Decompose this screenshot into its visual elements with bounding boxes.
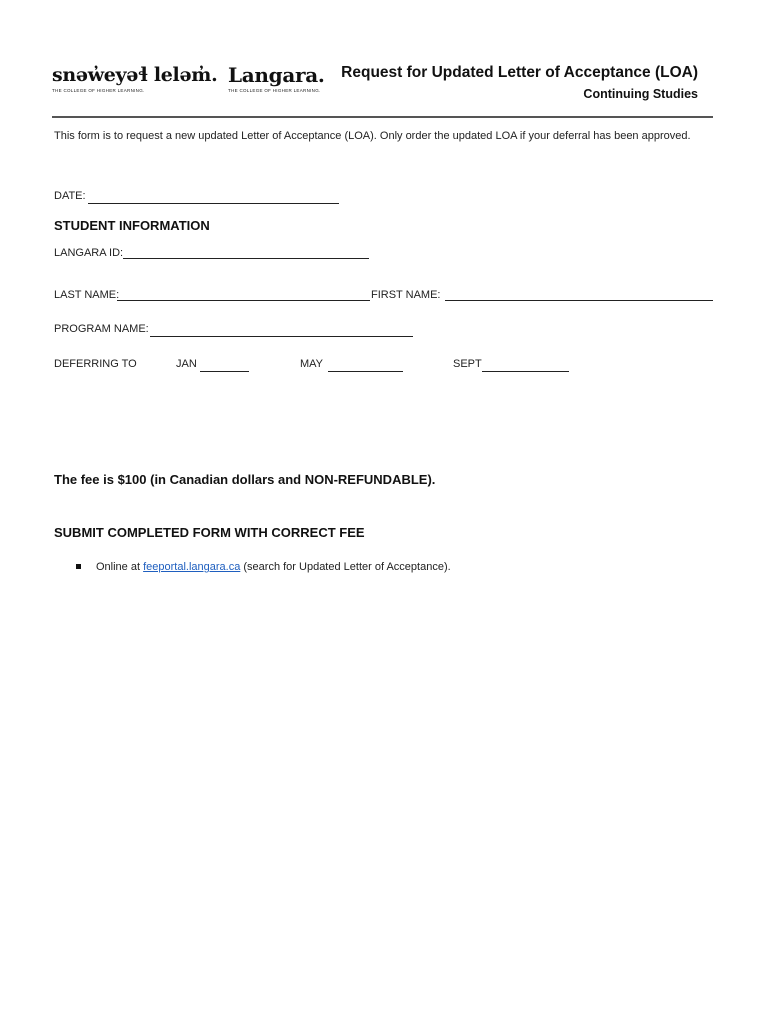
date-field[interactable] <box>88 203 339 204</box>
langara-id-field[interactable] <box>123 258 369 259</box>
feeportal-link[interactable]: feeportal.langara.ca <box>143 561 241 573</box>
square-bullet-icon <box>76 564 81 569</box>
last-name-field[interactable] <box>117 300 370 301</box>
date-label: DATE: <box>54 190 86 202</box>
form-title: Request for Updated Letter of Acceptance (LOA) <box>341 64 698 81</box>
submit-bullet-item <box>76 561 451 573</box>
submit-heading: SUBMIT COMPLETED FORM WITH CORRECT FEE <box>54 525 365 540</box>
program-name-label: PROGRAM NAME: <box>54 323 149 335</box>
sept-field[interactable] <box>482 371 569 372</box>
logo-secondary-tagline: THE COLLEGE OF HIGHER LEARNING. <box>228 88 321 93</box>
may-field[interactable] <box>328 371 403 372</box>
may-label: MAY <box>300 358 324 370</box>
last-name-label: LAST NAME: <box>54 289 120 301</box>
jan-label: JAN <box>176 358 197 370</box>
bullet-prefix-text: Online at <box>96 561 144 573</box>
langara-logo <box>228 64 325 93</box>
logo-primary-tagline: THE COLLEGE OF HIGHER LEARNING. <box>52 88 145 93</box>
form-title-block <box>341 62 698 101</box>
jan-field[interactable] <box>200 371 249 372</box>
header-divider <box>52 116 713 118</box>
form-subtitle: Continuing Studies <box>583 87 698 101</box>
langara-id-label: LANGARA ID: <box>54 247 124 259</box>
first-name-field[interactable] <box>445 300 713 301</box>
musqueam-logo <box>52 64 217 93</box>
fee-notice: The fee is $100 (in Canadian dollars and NON-REFUNDABLE). <box>54 472 436 487</box>
intro-paragraph: This form is to request a new updated Letter of Acceptance (LOA). Only order the updated LOA if your deferral has been approved. <box>54 130 691 142</box>
sept-label: SEPT <box>453 358 482 370</box>
logo-primary-text: snəw̓eyəɬ leləm̓. <box>52 64 218 86</box>
program-name-field[interactable] <box>150 336 413 337</box>
bullet-suffix-text: (search for Updated Letter of Acceptance). <box>240 561 451 573</box>
deferring-to-label: DEFERRING TO <box>54 358 137 370</box>
logo-secondary-text: Langara. <box>228 63 325 87</box>
student-info-heading: STUDENT INFORMATION <box>54 218 210 233</box>
first-name-label: FIRST NAME: <box>371 289 441 301</box>
